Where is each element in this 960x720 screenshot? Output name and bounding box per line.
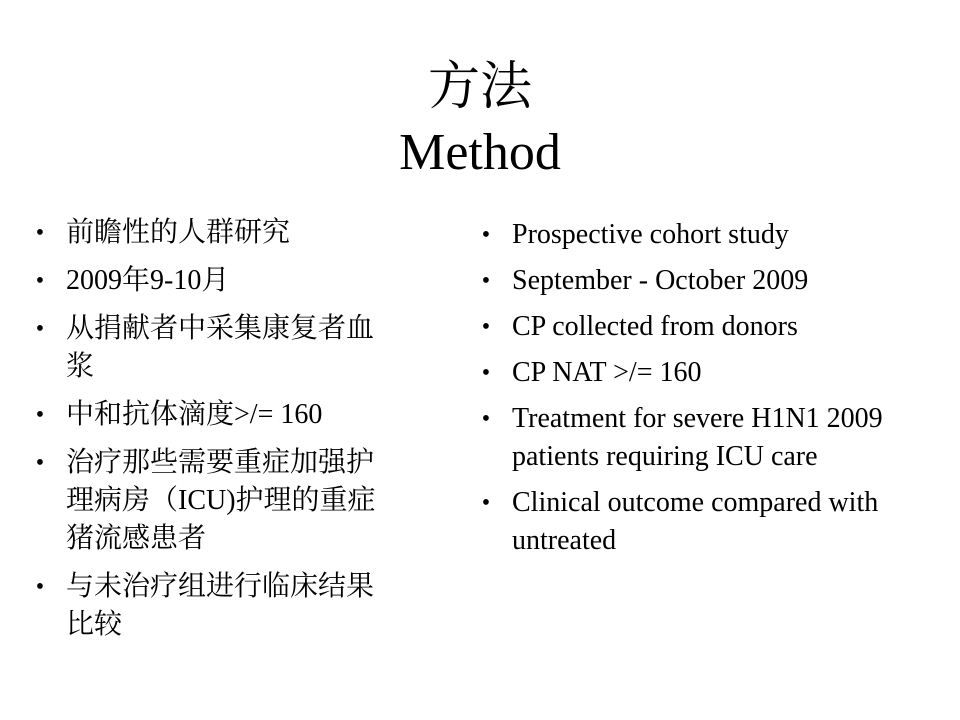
list-item — [474, 400, 944, 476]
bullet-icon: • — [481, 406, 491, 432]
list-item — [474, 262, 944, 300]
list-item — [474, 216, 944, 254]
list-item — [474, 308, 944, 346]
list-item-text: 与未治疗组进行临床结果比较 — [66, 571, 375, 640]
bullet-icon: • — [481, 222, 491, 248]
bullet-icon: • — [481, 314, 491, 340]
title-english: Method — [399, 124, 561, 181]
list-item — [28, 262, 398, 300]
bullet-icon: • — [35, 402, 45, 428]
list-item-text: 治疗那些需要重症加强护理病房（ICU)护理的重症猪流感患者 — [66, 447, 376, 554]
bullet-icon: • — [35, 316, 45, 342]
list-item-text: 2009年9-10月 — [66, 265, 230, 296]
list-item — [28, 396, 398, 434]
list-item — [28, 214, 398, 252]
chinese-bullet-list — [28, 214, 398, 654]
list-item — [28, 310, 398, 386]
list-item — [28, 444, 398, 558]
list-item-text: 从捐献者中采集康复者血浆 — [66, 313, 375, 382]
bullet-icon: • — [35, 268, 45, 294]
bullet-icon: • — [35, 450, 45, 476]
title-chinese: 方法 — [427, 59, 532, 116]
english-bullet-list — [474, 216, 944, 568]
list-item-text: Treatment for severe H1N1 2009 patients requiring ICU care — [512, 403, 883, 472]
list-item-text: 前瞻性的人群研究 — [66, 217, 291, 248]
bullet-icon: • — [35, 220, 45, 246]
list-item-text: 中和抗体滴度>/= 160 — [66, 399, 323, 430]
bullet-icon: • — [481, 490, 491, 516]
list-item-text: September - October 2009 — [512, 265, 809, 296]
list-item — [474, 354, 944, 392]
list-item — [474, 484, 944, 560]
list-item-text: Clinical outcome compared with untreated — [512, 487, 879, 556]
list-item-text: CP NAT >/= 160 — [512, 357, 702, 388]
list-item-text: CP collected from donors — [512, 311, 798, 342]
bullet-icon: • — [481, 268, 491, 294]
bullet-icon: • — [481, 360, 491, 386]
list-item — [28, 568, 398, 644]
bullet-icon: • — [35, 574, 45, 600]
list-item-text: Prospective cohort study — [512, 219, 789, 250]
slide-title — [0, 52, 960, 182]
